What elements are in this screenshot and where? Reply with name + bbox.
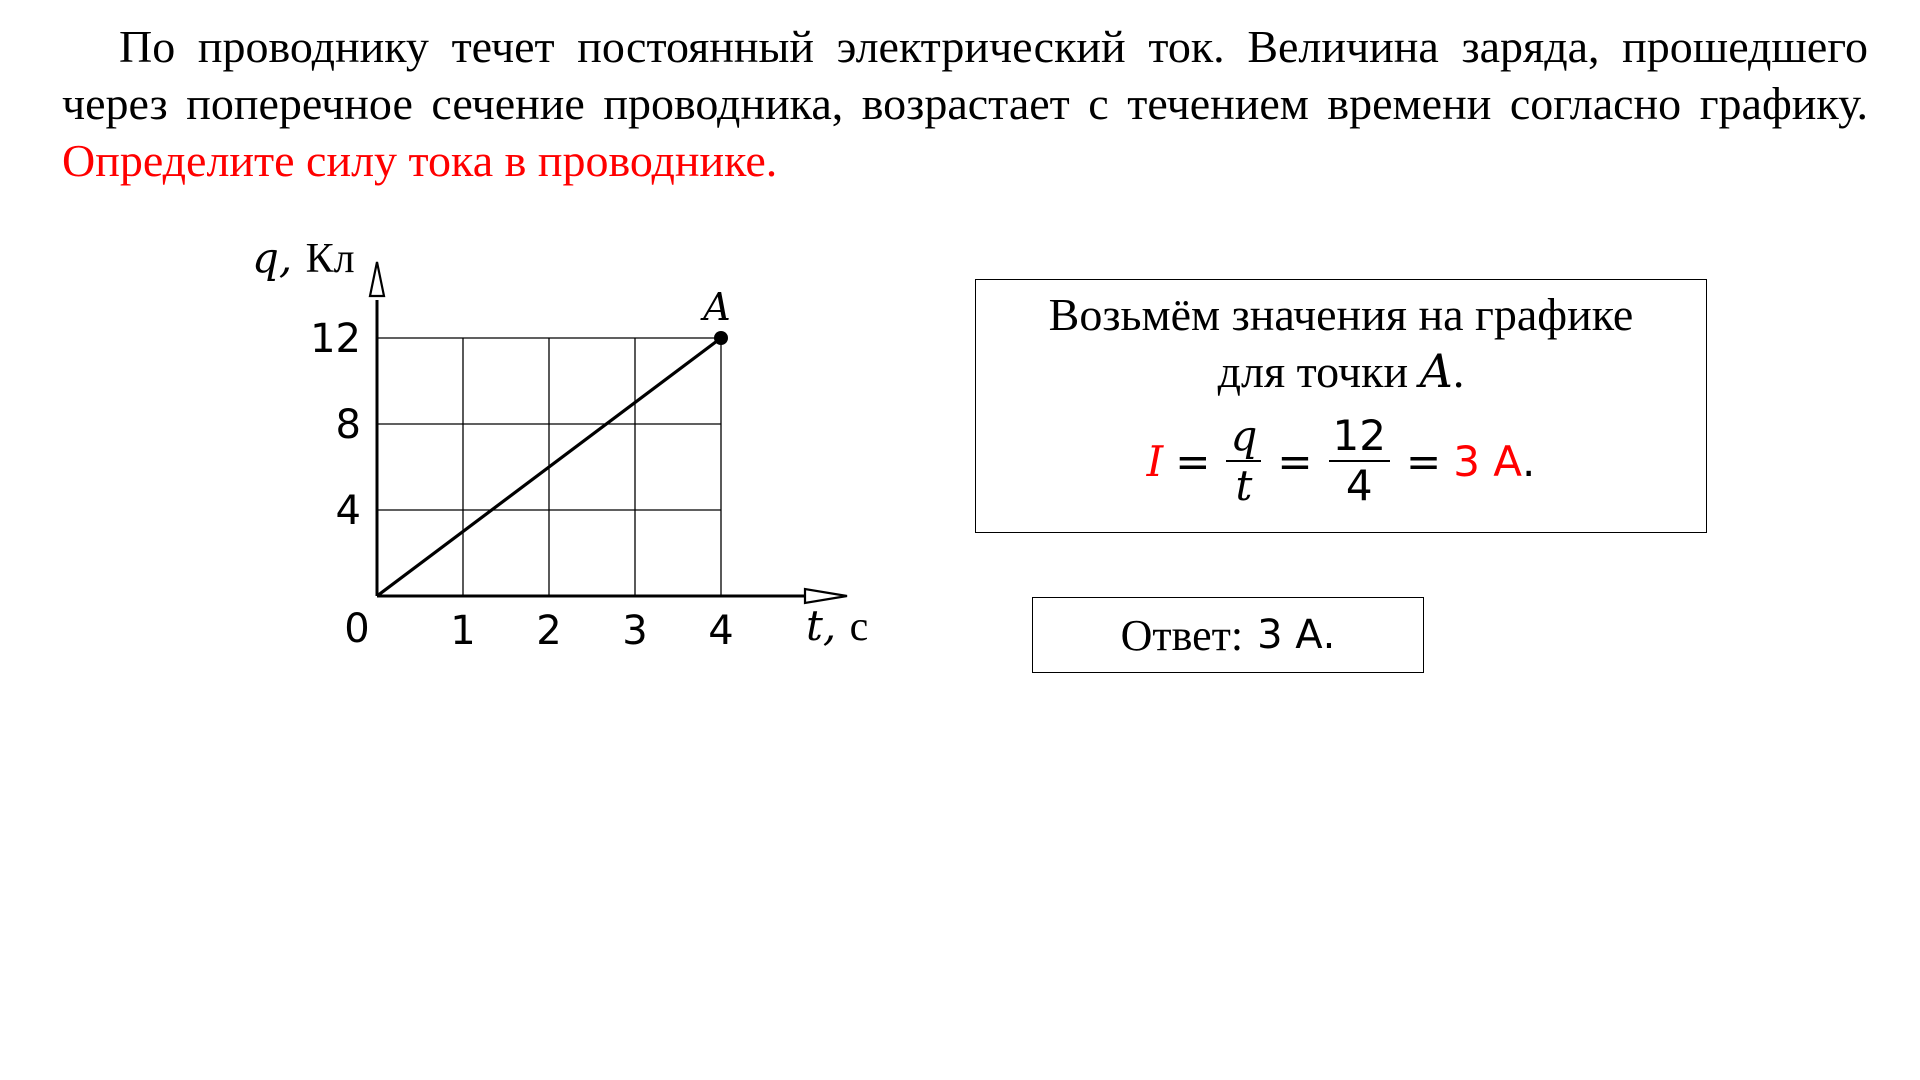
x-axis-unit: с [849,604,869,650]
answer-box [1032,597,1424,673]
answer-label: Ответ: [1120,610,1244,660]
solution-box [975,279,1707,533]
y-tick-label-4: 4 [335,488,361,534]
formula-frac2-denominator: 4 [1345,461,1373,510]
y-tick-label-12: 12 [310,316,361,362]
point-a-ref: A [1419,344,1453,398]
solution-line-2-end: . [1452,346,1465,397]
formula-equals-3: = [1405,436,1442,486]
formula-frac1-numerator: q [1230,411,1258,460]
point-a-label: A [703,285,731,329]
x-axis-label [806,601,868,650]
formula-result: 3 А [1453,436,1522,486]
y-axis-arrow [370,262,384,296]
problem-question: Определите силу тока в проводнике. [62,135,778,186]
formula-frac2-numerator: 12 [1332,411,1386,460]
solution-line-2 [976,346,1706,397]
x-tick-label-2: 2 [536,608,562,654]
x-axis-variable: t, [806,601,850,650]
x-tick-label-3: 3 [622,608,648,654]
y-axis-unit: Кл [305,236,355,282]
chart-series [377,331,728,596]
formula-current-symbol: I [1146,436,1164,486]
problem-text: По проводнику течет постоянный электрический ток. Величина заряда, прошедшего через поперечное сечение проводника, возрастает с течением времени согласно графику. [62,21,1868,129]
y-axis-variable: q, [252,233,306,282]
current-formula [976,406,1706,516]
x-tick-label-1: 1 [450,608,476,654]
chart-axes [370,262,847,603]
origin-label: 0 [344,606,370,652]
answer-value: 3 А. [1257,612,1336,658]
y-axis-label [252,233,355,282]
solution-line-1: Возьмём значения на графике [1048,289,1634,340]
y-tick-label-8: 8 [335,402,361,448]
chart-labels [252,233,868,654]
formula-end: . [1522,436,1536,486]
formula-fraction-q-t [1226,412,1261,510]
formula-equals-1: = [1175,436,1211,486]
formula-frac1-denominator: t [1235,461,1253,510]
formula-equals-2: = [1277,436,1313,486]
x-tick-label-4: 4 [708,608,734,654]
point-a-marker [714,331,728,345]
charge-time-chart [0,0,1000,720]
solution-line-2-text: для точки [1217,346,1420,397]
formula-fraction-values [1329,412,1390,510]
